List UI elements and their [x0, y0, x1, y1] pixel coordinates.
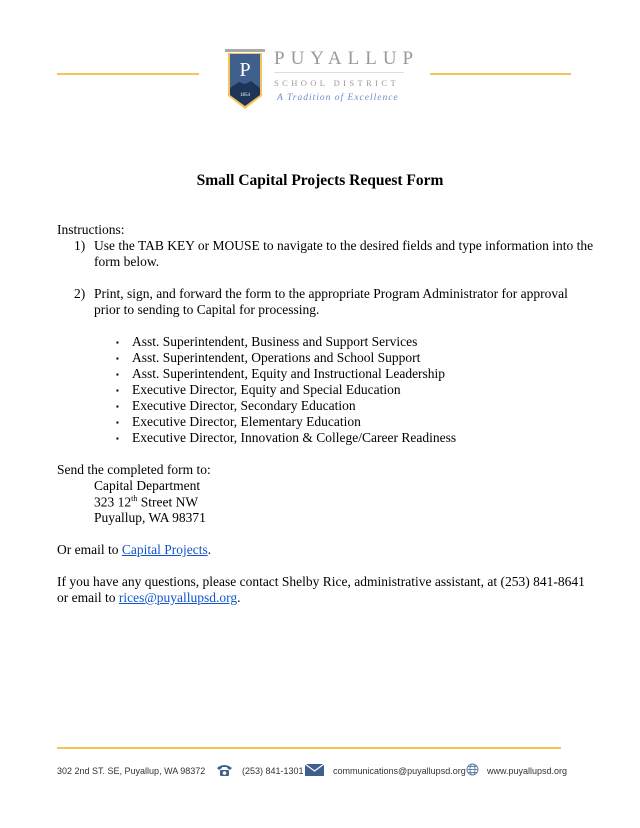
- footer-website[interactable]: www.puyallupsd.org: [487, 766, 568, 776]
- footer-email[interactable]: communications@puyallupsd.org: [333, 766, 466, 776]
- step-1-text-cont: form below.: [94, 254, 160, 269]
- svg-text:P: P: [239, 59, 251, 81]
- step-1-number: 1): [74, 238, 86, 253]
- globe-icon: [466, 763, 479, 776]
- step-1-text: Use the TAB KEY or MOUSE to navigate to the desired fields and type information into the: [94, 238, 594, 253]
- header-rule-right: [430, 73, 571, 75]
- bullet-marker: ▪: [116, 386, 119, 395]
- footer-phone: (253) 841-1301: [242, 766, 304, 776]
- phone-icon: [216, 763, 233, 777]
- footer-rule: [57, 747, 561, 749]
- district-name: PUYALLUP: [274, 48, 420, 69]
- send-street: 323 12th Street NW: [94, 494, 199, 510]
- district-logo-icon: [223, 48, 271, 112]
- approver-item: Executive Director, Equity and Special Education: [132, 382, 401, 397]
- capital-projects-link[interactable]: Capital Projects: [121, 542, 208, 557]
- approver-item: Asst. Superintendent, Operations and School Support: [132, 350, 421, 365]
- district-subtitle: SCHOOL DISTRICT: [274, 78, 400, 88]
- svg-text:1854: 1854: [240, 93, 250, 98]
- contact-line: If you have any questions, please contact Shelby Rice, administrative assistant, at (253) 841-8641: [57, 574, 585, 589]
- contact-email-line: or email to rices@puyallupsd.org.: [57, 590, 241, 605]
- approver-item: Asst. Superintendent, Equity and Instructional Leadership: [132, 366, 446, 381]
- bullet-marker: ▪: [116, 370, 119, 379]
- contact-email-link[interactable]: rices@puyallupsd.org: [118, 590, 238, 605]
- approver-item: Executive Director, Innovation & College/Career Readiness: [132, 430, 457, 445]
- approver-item: Asst. Superintendent, Business and Support Services: [132, 334, 418, 349]
- mail-icon: [305, 764, 324, 776]
- bullet-marker: ▪: [116, 338, 119, 347]
- bullet-marker: ▪: [116, 434, 119, 443]
- send-department: Capital Department: [94, 478, 201, 493]
- district-tagline: A Tradition of Excellence: [277, 93, 399, 103]
- bullet-marker: ▪: [116, 402, 119, 411]
- approver-item: Executive Director, Elementary Education: [132, 414, 361, 429]
- bullet-marker: ▪: [116, 354, 119, 363]
- email-line: Or email to Capital Projects.: [57, 542, 212, 557]
- step-2-number: 2): [74, 286, 86, 301]
- page-title: Small Capital Projects Request Form: [196, 172, 444, 189]
- footer-address: 302 2nd ST. SE, Puyallup, WA 98372: [57, 766, 206, 776]
- approver-item: Executive Director, Secondary Education: [132, 398, 356, 413]
- step-2-text-cont: prior to sending to Capital for processing.: [94, 302, 320, 317]
- step-2-text: Print, sign, and forward the form to the appropriate Program Administrator for approval: [94, 286, 568, 301]
- header-rule-left: [57, 73, 199, 75]
- bullet-marker: ▪: [116, 418, 119, 427]
- logo-divider: [274, 72, 404, 73]
- instructions-label: Instructions:: [57, 222, 125, 237]
- send-city: Puyallup, WA 98371: [94, 510, 206, 525]
- send-label: Send the completed form to:: [57, 462, 211, 477]
